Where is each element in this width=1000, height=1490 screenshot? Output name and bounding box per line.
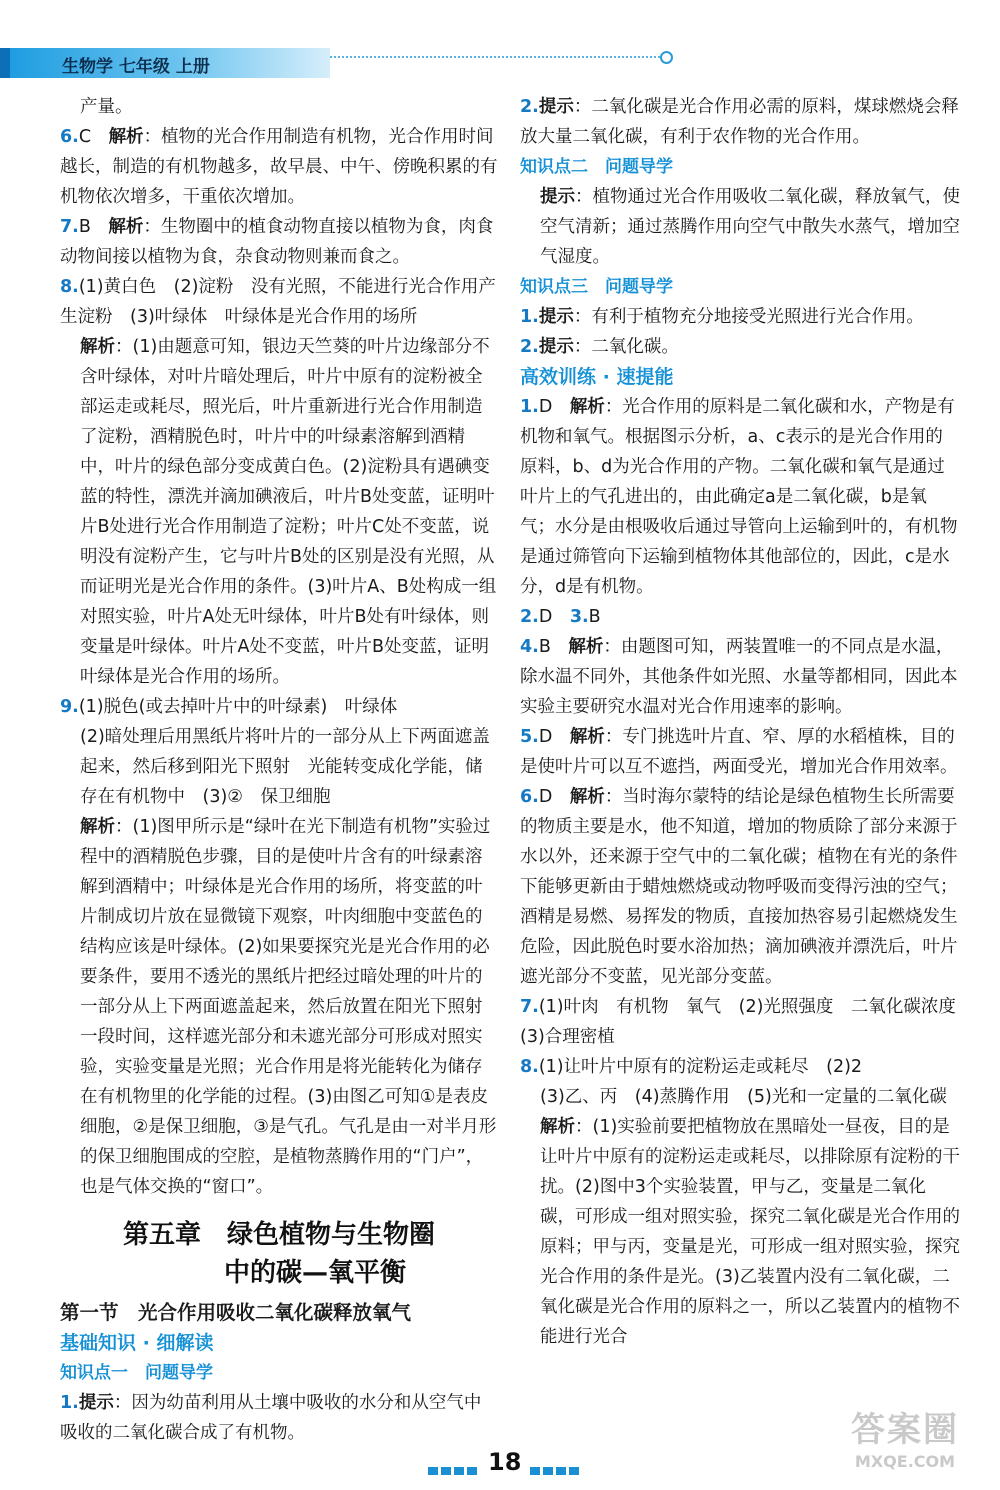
analysis-text: ：(1)实验前要把植物放在黑暗处一昼夜，目的是让叶片中原有的淀粉运走或耗尽，以排除原有淀粉的干扰。(2)图中3个实验装置，甲与乙，变量是二氧化碳，可形成一组对照实验，探究二氧化碳是光合作用的原料；甲与丙，变量是光，可形成一组对照实验，探究光合作用的条件是光。(3)乙装置内没有二氧化碳，二氧化碳是光合作用的原料之一，所以乙装置内的植物不能进行光合 <box>540 1117 960 1347</box>
answer-item-6 <box>520 782 960 992</box>
hint-text: ：植物通过光合作用吸收二氧化碳，释放氧气，使空气清新；通过蒸腾作用向空气中散失水蒸气，增加空气湿度。 <box>540 187 960 267</box>
answer-item-6 <box>60 122 498 212</box>
answer-choice: B <box>588 607 601 627</box>
answer-item-5 <box>520 722 960 782</box>
chapter-title: 第五章 绿色植物与生物圈 <box>122 1220 435 1250</box>
header-circle-icon <box>660 51 673 64</box>
answer-text: ：光合作用的原料是二氧化碳和水，产物是有机物和氧气。根据图示分析，a、c表示的是光合作用的原料，b、d为光合作用的产物。二氧化碳和氧气是通过叶片上的气孔进出的，由此确定a是二氧化碳，b是氧气；水分是由根吸收后通过导管向上运输到叶的，有机物是通过筛管向下运输到植物体其他部位的，因此，c是水分，d是有机物。 <box>520 397 958 597</box>
answer-text: ：植物的光合作用制造有机物，光合作用时间越长，制造的有机物越多，故早晨、中午、傍晚积累的有机物依次增多，干重依次增加。 <box>60 127 498 207</box>
hint-item-2 <box>520 332 960 362</box>
answer-item-7 <box>60 212 498 272</box>
answer-text: ：生物圈中的植食动物直接以植物为食，肉食动物间接以植物为食，杂食动物则兼而食之。 <box>60 217 494 267</box>
answer-text: ：专门挑选叶片直、窄、厚的水稻植株，目的是使叶片可以互不遮挡，两面受光，增加光合作用效率。 <box>520 727 958 777</box>
answer-item-7 <box>520 992 974 1052</box>
watermark-logo <box>820 1408 990 1488</box>
watermark-url: MXQE.COM <box>854 1452 956 1471</box>
item-number: 8. <box>520 1057 539 1077</box>
chapter-title-line-2: 中的碳—氧平衡 <box>223 1258 406 1288</box>
answer-text: (1)让叶片中原有的淀粉运走或耗尽 (2)2 <box>538 1057 863 1077</box>
analysis-paragraph <box>520 1112 960 1352</box>
analysis-label: 解析 <box>108 217 144 237</box>
hint-label: 提示 <box>78 1393 114 1413</box>
answer-item-9 <box>60 692 498 722</box>
answer-text: ：由题图可知，两装置唯一的不同点是水温，除水温不同外，其他条件如光照、水量等都相同，因此本实验主要研究水温对光合作用速率的影响。 <box>520 637 958 717</box>
answer-item-8 <box>520 1052 960 1082</box>
answer-choice: D <box>538 607 553 627</box>
hint-label: 提示 <box>540 187 575 207</box>
answer-text: ：当时海尔蒙特的结论是绿色植物生长所需要的物质主要是水，他不知道，增加的物质除了部分来源于水以外，还来源于空气中的二氧化碳；植物在有光的条件下能够更新由于蜡烛燃烧或动物呼吸而变得污浊的空气；酒精是易燃、易挥发的物质，直接加热容易引起燃烧发生危险，因此脱色时要水浴加热；滴加碘液并漂洗后，叶片遮光部分不变蓝，见光部分变蓝。 <box>520 787 958 987</box>
item-number: 6. <box>60 127 79 147</box>
subsection-heading: 高效训练 · 速提能 <box>520 366 674 388</box>
analysis-label: 解析 <box>569 397 605 417</box>
book-title: 生物学 七年级 上册 <box>62 57 210 77</box>
analysis-label: 解析 <box>568 637 604 657</box>
analysis-label: 解析 <box>80 337 115 357</box>
answer-text: (1)黄白色 (2)淀粉 没有光照，不能进行光合作用产生淀粉 (3)叶绿体 叶绿体是光合作用的场所 <box>60 277 496 327</box>
answer-text: (1)脱色(或去掉叶片中的叶绿素) 叶绿体 <box>78 697 398 717</box>
hint-item-1 <box>60 1388 498 1448</box>
footer-decoration <box>428 1460 480 1468</box>
hint-label: 提示 <box>538 307 574 327</box>
analysis-text: ：(1)图甲所示是“绿叶在光下制造有机物”实验过程中的酒精脱色步骤，目的是使叶片含有的叶绿素溶解到酒精中；叶绿体是光合作用的场所，将变蓝的叶片制成切片放在显微镜下观察，叶肉细胞中变蓝色的结构应该是叶绿体。(2)如果要探究光是光合作用的必要条件，要用不透光的黑纸片把经过暗处理的叶片的一部分从上下两面遮盖起来，然后放置在阳光下照射一段时间，这样遮光部分和未遮光部分可形成对照实验，实验变量是光照；光合作用是将光能转化为储存在有机物里的化学能的过程。(3)由图乙可知①是表皮细胞，②是保卫细胞，③是气孔。气孔是由一对半月形的保卫细胞围成的空腔，是植物蒸腾作用的“门户”，也是气体交换的“窗口”。 <box>80 817 497 1197</box>
footer-decoration <box>530 1460 582 1468</box>
section-title: 第一节 光合作用吸收二氧化碳释放氧气 <box>60 1301 412 1324</box>
answer-choice: D <box>538 727 553 747</box>
item-number: 1. <box>520 397 539 417</box>
item-number: 7. <box>60 217 79 237</box>
hint-text: ：因为幼苗利用从土壤中吸收的水分和从空气中吸收的二氧化碳合成了有机物。 <box>60 1393 482 1443</box>
left-column <box>60 92 498 1448</box>
header-decoration <box>0 48 10 78</box>
hint-text: ：有利于植物充分地接受光照进行光合作用。 <box>573 307 924 327</box>
analysis-label: 解析 <box>80 817 115 837</box>
hint-text: ：二氧化碳是光合作用必需的原料，煤球燃烧会释放大量二氧化碳，有利于农作物的光合作用。 <box>520 97 959 147</box>
item-number: 1. <box>520 307 539 327</box>
analysis-label: 解析 <box>540 1117 575 1137</box>
analysis-text: ：(1)由题意可知，银边天竺葵的叶片边缘部分不含叶绿体，对叶片暗处理后，叶片中原有的淀粉被全部运走或耗尽，照光后，叶片重新进行光合作用制造了淀粉，酒精脱色时，叶片中的叶绿素溶解到酒精中，叶片的绿色部分变成黄白色。(2)淀粉具有遇碘变蓝的特性，漂洗并滴加碘液后，叶片B处变蓝，证明叶片B处进行光合作用制造了淀粉；叶片C处不变蓝，说明没有淀粉产生，它与叶片B处的区别是没有光照，从而证明光是光合作用的条件。(3)叶片A、B处构成一组对照实验，叶片A处无叶绿体，叶片B处有叶绿体，则变量是叶绿体。叶片A处不变蓝，叶片B处变蓝，证明叶绿体是光合作用的场所。 <box>80 337 497 687</box>
item-number: 1. <box>60 1393 79 1413</box>
item-number: 2. <box>520 337 539 357</box>
item-number: 2. <box>520 97 539 117</box>
hint-text: ：二氧化碳。 <box>573 337 679 357</box>
item-number: 5. <box>520 727 539 747</box>
analysis-paragraph <box>60 812 498 1202</box>
answer-text-continued: (3)乙、丙 (4)蒸腾作用 (5)光和一定量的二氧化碳 <box>540 1087 947 1107</box>
answer-choice: C <box>78 127 92 147</box>
page-header <box>0 0 1000 100</box>
answer-choice: D <box>538 397 553 417</box>
analysis-label: 解析 <box>108 127 144 147</box>
hint-label: 提示 <box>538 97 574 117</box>
answer-item-1 <box>520 392 960 602</box>
answer-text-continued: (2)暗处理后用黑纸片将叶片的一部分从上下两面遮盖起来，然后移到阳光下照射 光能转变成化学能，储存在有机物中 (3)② 保卫细胞 <box>80 727 490 807</box>
item-number: 6. <box>520 787 539 807</box>
item-number: 8. <box>60 277 79 297</box>
knowledge-point-heading: 知识点三 问题导学 <box>520 277 673 297</box>
hint-item-2 <box>520 92 960 152</box>
hint-paragraph <box>520 182 960 272</box>
item-number: 3. <box>569 607 589 627</box>
watermark-text: 答案圈 <box>851 1410 959 1450</box>
answer-item-8 <box>60 272 498 332</box>
answer-choice: B <box>538 637 551 657</box>
answer-choice: D <box>538 787 553 807</box>
knowledge-point-heading: 知识点二 问题导学 <box>520 157 673 177</box>
analysis-paragraph <box>60 332 498 692</box>
analysis-label: 解析 <box>569 787 605 807</box>
item-number: 4. <box>520 637 539 657</box>
subsection-heading: 基础知识 · 细解读 <box>60 1332 214 1354</box>
answer-item-4 <box>520 632 960 722</box>
page-number: 18 <box>488 1448 522 1476</box>
item-number: 9. <box>60 697 79 717</box>
item-number: 7. <box>520 997 539 1017</box>
answer-text: (1)叶肉 有机物 氧气 (2)光照强度 二氧化碳浓度 (3)合理密植 <box>520 997 974 1047</box>
paragraph: 产量。 <box>80 97 133 117</box>
knowledge-point-heading: 知识点一 问题导学 <box>60 1363 213 1383</box>
answer-item-2-3 <box>520 602 960 632</box>
right-column <box>520 92 974 1352</box>
hint-label: 提示 <box>538 337 574 357</box>
answer-choice: B <box>78 217 91 237</box>
analysis-label: 解析 <box>569 727 605 747</box>
hint-item-1 <box>520 302 960 332</box>
header-dotted-line <box>330 56 660 58</box>
item-number: 2. <box>520 607 539 627</box>
